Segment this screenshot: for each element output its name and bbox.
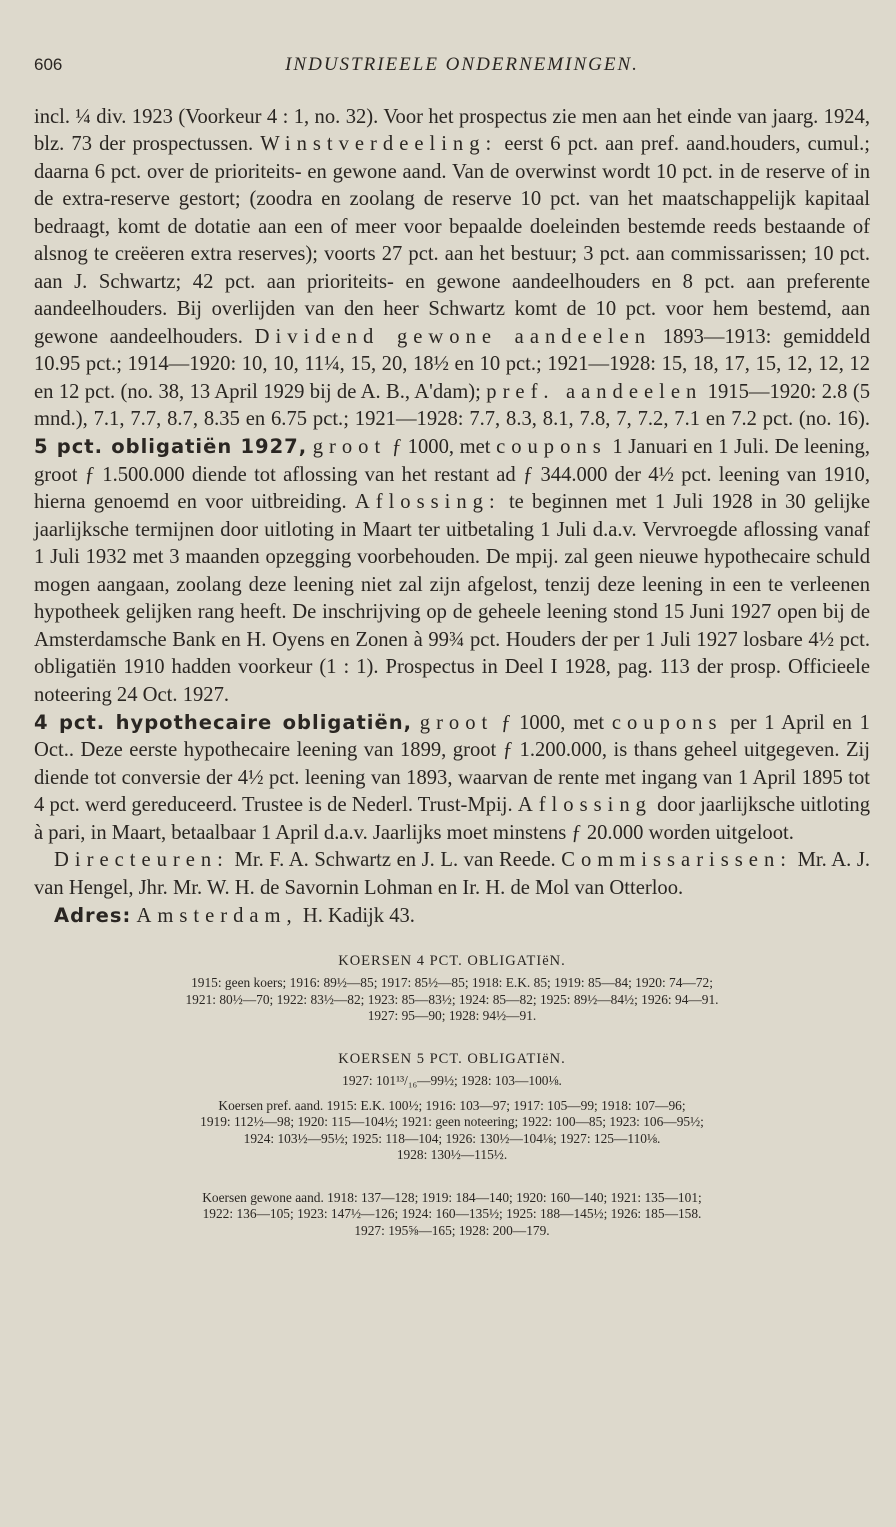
koersen-gewone [34,1190,870,1240]
heading-5pct-obligaties: 5 pct. obligatiën 1927, [34,435,308,459]
label-commissarissen: Commissarissen: [561,849,792,872]
koersen-line: 1924: 103½—95½; 1925: 118—104; 1926: 130½—104⅛; 1927: 125—110⅛. [243,1130,661,1146]
koersen-line: 1915: geen koers; 1916: 89½—85; 1917: 85½—85; 1918: E.K. 85; 1919: 85—84; 1920: 74—72; [191,975,713,991]
label-winstverdeeling: Winstverdeeling: [260,133,498,156]
koersen-5pct [34,1051,870,1090]
page-number: 606 [34,55,63,74]
koersen-line: 1927: 195⅝—165; 1928: 200—179. [354,1222,550,1238]
koersen-line: 1921: 80½—70; 1922: 83½—82; 1923: 85—83½; 1924: 85—82; 1925: 89½—84½; 1926: 94—91. [185,991,719,1007]
heading-4pct-hypothecaire: 4 pct. hypothecaire obligatiën, [34,710,413,734]
adres-city: Amsterdam, [136,905,298,928]
koersen-pref [34,1098,870,1164]
koersen-line: 1928: 130½—115½. [396,1147,508,1163]
label-aflossing: Aflossing: [354,491,501,514]
koersen-4pct-title: KOERSEN 4 PCT. OBLIGATIëN. [338,952,566,969]
paragraph-adres [34,902,870,930]
koersen-line: 1919: 112½—98; 1920: 115—104½; 1921: geen noteering; 1922: 100—85; 1923: 106—95½; [200,1114,704,1130]
koersen-4pct [34,953,870,1025]
running-title: INDUSTRIEELE ONDERNEMINGEN. [285,54,639,75]
label-pref-aandeelen: pref. aandeelen [486,380,703,403]
koersen-line: 1927: 101¹³/₁₆—99½; 1928: 103—100⅛. [342,1073,562,1089]
paragraph-winstverdeeling: incl. ¼ div. 1923 (Voorkeur 4 : 1, no. 32). Voor het prospectus zie men aan het einde van jaarg. 1924, blz. 73 der prospectussen. Winstverdeeling: eerst 6 pct. aan pref. aand.houders, cumul.; daarna 6 pct. over de prioriteits- en gewone aand. Van de overwinst wordt 10 pct. in de reserve of in de extra-reserve gestort; (zoodra en zoolang de reserve 10 pct. van het maatschappelijk kapitaal bedraagt, komt de dotatie aan een of meer voor bepaalde doeleinden bestemde reeds bestaande of alsnog te creëeren extra reserves); voorts 27 pct. aan het bestuur; 3 pct. aan commissarissen; 10 pct. aan J. Schwartz; 42 pct. aan prioriteits- en gewone aandeelhouders en 8 pct. aan preferente aandeelhouders. Bij overlijden van den heer Schwartz komt de 10 pct. voor hem bestemd, aan gewone aandeelhouders. Dividend gewone aandeelen 1893—1913: gemiddeld 10.95 pct.; 1914—1920: 10, 10, 11¼, 15, 20, 18½ en 10 pct.; 1921—1928: 15, 18, 17, 15, 12, 12, 12 en 12 pct. (no. 38, 13 April 1929 bij de A. B., A'dam); pref. aandeelen 1915—1920: 2.8 (5 mnd.), 7.1, 7.7, 8.7, 8.35 en 6.75 pct.; 1921—1928: 7.7, 8.3, 8.1, 7.8, 7, 7.2, 7.1 en 7.2 pct. (no. 16). 5 pct. obligatiën 1927, groot ƒ 1000, met coupons 1 Januari en 1 Juli. De leening, groot ƒ 1.500.000 diende tot aflossing van het restant ad ƒ 344.000 der 4½ pct. leening van 1910, hierna genoemd en voor uitbreiding. Aflossing: te beginnen met 1 Juli 1928 in 30 gelijke jaarlijksche termijnen door uitloting in Maart ter uitbetaling 1 Juli d.a.v. Vervroegde aflossing vanaf 1 Juli 1932 met 3 maanden opzegging voorbehouden. De mpij. zal geen nieuwe hypothecaire schuld mogen aangaan, zoolang deze leening niet zal zijn afgelost, tenzij deze leening in een te verleenen hypotheek gelijken rang heeft. De inschrijving op de geheele leening stond 15 Juni 1927 open bij de Amsterdamsche Bank en H. Oyens en Zonen à 99¾ pct. Houders der per 1 Juli 1927 losbare 4½ pct. obligatiën 1910 hadden voorkeur (1 : 1). Prospectus in Deel I 1928, pag. 113 der prosp. Officieele noteering 24 Oct. 1927. [34,106,871,706]
adres-street: H. Kadijk 43. [302,905,415,928]
paragraph-4pct-hypothecaire: 4 pct. hypothecaire obligatiën, groot ƒ 1000, met coupons per 1 April en 1 Oct.. Deze eerste hypothecaire leening van 1899, groot ƒ 1.200.000, is thans geheel uitgegeven. Zij diende tot conversie der 4½ pct. leening van 1893, waarvan de rente met ingang van 1 April 1895 tot 4 pct. werd gereduceerd. Trustee is de Nederl. Trust-Mpij. Aflossing door jaarlijksche uitloting à pari, in Maart, betaalbaar 1 April d.a.v. Jaarlijks moet minstens ƒ 20.000 worden uitgeloot. [34,710,871,844]
koersen-line: 1927: 95—90; 1928: 94½—91. [367,1008,537,1024]
body-text [34,104,870,931]
label-directeuren: Directeuren: [54,849,229,872]
paragraph-bestuur: Directeuren: Mr. F. A. Schwartz en J. L. van Reede. Commissarissen: Mr. A. J. van Hengel, Jhr. Mr. W. H. de Savornin Lohman en Ir. H. de Mol van Otterloo. [34,849,871,899]
label-aflossing-2: Aflossing [517,794,652,817]
label-dividend-gewone: Dividend gewone aandeelen [254,325,651,348]
koersen-line: Koersen gewone aand. 1918: 137—128; 1919: 184—140; 1920: 160—140; 1921: 135—101; [202,1189,702,1205]
page-header [34,54,870,76]
koersen-line: 1922: 136—105; 1923: 147½—126; 1924: 160—135½; 1925: 188—145½; 1926: 185—158. [202,1206,702,1222]
koersen-5pct-title: KOERSEN 5 PCT. OBLIGATIëN. [338,1050,566,1067]
koersen-line: Koersen pref. aand. 1915: E.K. 100½; 1916: 103—97; 1917: 105—99; 1918: 107—96; [218,1097,686,1113]
koersen-section [34,953,870,1240]
label-adres: Adres: [54,904,132,928]
